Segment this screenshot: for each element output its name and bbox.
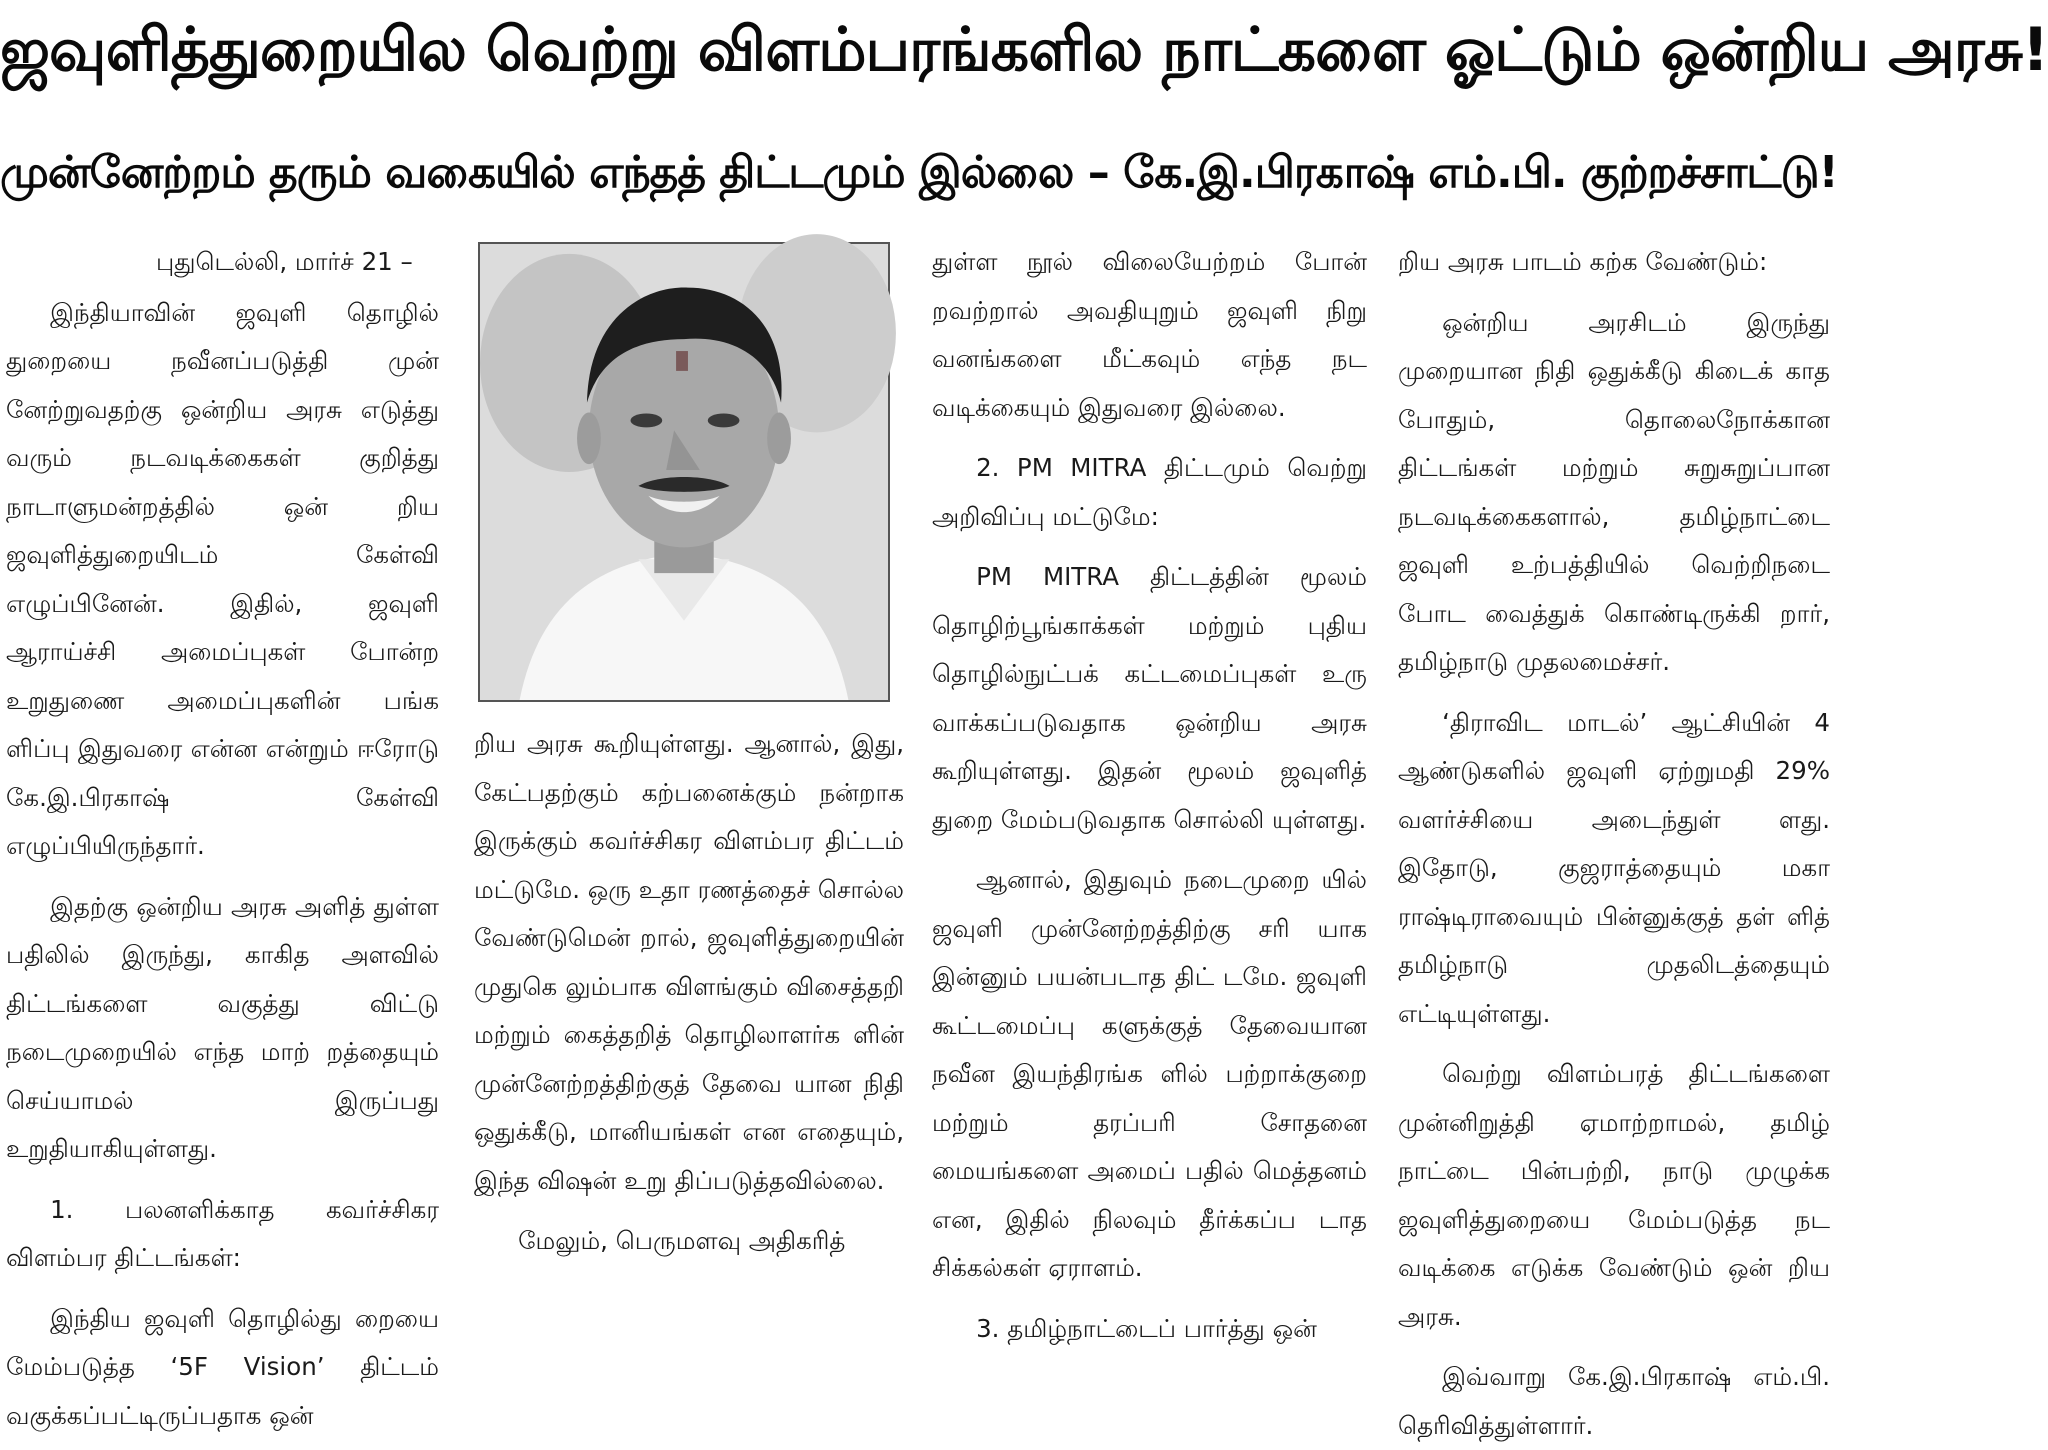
- paragraph: ஒன்றிய அரசிடம் இருந்து முறையான நிதி ஒதுக்கீடு கிடைக் காத போதும், தொலைநோக்கான திட்டங்கள் மற்றும் சுறுசுறுப்பான நடவடிக்கைகளால், தமிழ்நாட்டை ஜவுளி உற்பத்தியில் வெற்றிநடை போட வைத்துக் கொண்டிருக்கி றார், தமிழ்நாடு முதலமைச்சர்.: [1398, 307, 1830, 676]
- dateline: புதுடெல்லி, மார்ச் 21 –: [156, 247, 413, 276]
- paragraph: துள்ள நூல் விலையேற்றம் போன் றவற்றால் அவதியுறும் ஜவுளி நிறு வனங்களை மீட்கவும் எந்த நட வடிக்கையும் இதுவரை இல்லை.: [932, 247, 1367, 422]
- subheadline: முன்னேற்றம் தரும் வகையில் எந்தத் திட்டமும் இல்லை – கே.இ.பிரகாஷ் எம்.பி. குற்றச்சாட்டு!: [0, 147, 1838, 198]
- paragraph: இதற்கு ஒன்றிய அரசு அளித் துள்ள பதிலில் இருந்து, காகித அளவில் திட்டங்களை வகுத்து விட்டு நடைமுறையில் எந்த மாற் றத்தையும் செய்யாமல் இருப்பது உறுதியாகியுள்ளது.: [6, 891, 439, 1163]
- paragraph: ‘திராவிட மாடல்’ ஆட்சியின் 4 ஆண்டுகளில் ஜவுளி ஏற்றுமதி 29% வளர்ச்சியை அடைந்துள் ளது. இதோடு, குஜராத்தையும் மகா ராஷ்டிராவையும் பின்னுக்குத் தள் ளித் தமிழ்நாடு முதலிடத்தையும் எட்டியுள்ளது.: [1398, 707, 1830, 1028]
- paragraph: ஆனால், இதுவும் நடைமுறை யில் ஜவுளி முன்னேற்றத்திற்கு சரி யாக இன்னும் பயன்படாத திட் டமே. ஜவுளி கூட்டமைப்பு களுக்குத் தேவையான நவீன இயந்திரங்க ளில் பற்றாக்குறை மற்றும் தரப்பரி சோதனை மையங்களை அமைப் பதில் மெத்தனம் என, இதில் நிலவும் தீர்க்கப்ப டாத சிக்கல்கள் ஏராளம்.: [932, 865, 1367, 1282]
- paragraph: இந்திய ஜவுளி தொழில்து றையை மேம்படுத்த ‘5F Vision’ திட்டம் வகுக்கப்பட்டிருப்பதாக ஒன்: [6, 1303, 439, 1430]
- paragraph: PM MITRA திட்டத்தின் மூலம் தொழிற்பூங்காக்கள் மற்றும் புதிய தொழில்நுட்பக் கட்டமைப்புகள் உரு வாக்கப்படுவதாக ஒன்றிய அரசு கூறியுள்ளது. இதன் மூலம் ஜவுளித் துறை மேம்படுவதாக சொல்லி யுள்ளது.: [932, 562, 1367, 834]
- paragraph: றிய அரசு கூறியுள்ளது. ஆனால், இது, கேட்பதற்கும் கற்பனைக்கும் நன்றாக இருக்கும் கவர்ச்சிகர விளம்பர திட்டம் மட்டுமே. ஒரு உதா ரணத்தைச் சொல்ல வேண்டுமென் றால், ஜவுளித்துறையின் முதுகெ லும்பாக விளங்கும் விசைத்தறி மற்றும் கைத்தறித் தொழிலாளர்க ளின் முன்னேற்றத்திற்குத் தேவை யான நிதி ஒதுக்கீடு, மானியங்கள் என எதையும், இந்த விஷன் உறு திப்படுத்தவில்லை.: [474, 729, 904, 1195]
- paragraph: றிய அரசு பாடம் கற்க வேண்டும்:: [1398, 247, 1768, 276]
- section-heading: 3. தமிழ்நாட்டைப் பார்த்து ஒன்: [976, 1313, 1317, 1343]
- portrait-illustration: [480, 244, 888, 700]
- paragraph: வெற்று விளம்பரத் திட்டங்களை முன்னிறுத்தி ஏமாற்றாமல், தமிழ் நாட்டை பின்பற்றி, நாடு முழுக்க ஜவுளித்துறையை மேம்படுத்த நட வடிக்கை எடுக்க வேண்டும் ஒன் றிய அரசு.: [1398, 1059, 1830, 1331]
- article-column-1: [6, 238, 439, 1430]
- section-heading: 1. பலனளிக்காத கவர்ச்சிகர விளம்பர திட்டங்கள்:: [6, 1194, 439, 1272]
- section-heading: 2. PM MITRA திட்டமும் வெற்று அறிவிப்பு மட்டுமே:: [932, 453, 1367, 531]
- portrait-photo: [478, 242, 890, 702]
- article-column-4: [1398, 238, 1830, 1440]
- paragraph: இந்தியாவின் ஜவுளி தொழில் துறையை நவீனப்படுத்தி முன் னேற்றுவதற்கு ஒன்றிய அரசு எடுத்து வரும் நடவடிக்கைகள் குறித்து நாடாளுமன்றத்தில் ஒன் றிய ஜவுளித்துறையிடம் கேள்வி எழுப்பினேன். இதில், ஜவுளி ஆராய்ச்சி அமைப்புகள் போன்ற உறுதுணை அமைப்புகளின் பங்க ளிப்பு இதுவரை என்ன என்றும் ஈரோடு கே.இ.பிரகாஷ் கேள்வி எழுப்பியிருந்தார்.: [6, 297, 439, 860]
- paragraph: மேலும், பெருமளவு அதிகரித்: [518, 1226, 846, 1255]
- headline: ஜவுளித்துறையில வெற்று விளம்பரங்களில நாட்களை ஓட்டும் ஒன்றிய அரசு!: [0, 15, 2048, 85]
- byline-closing: இவ்வாறு கே.இ.பிரகாஷ் எம்.பி. தெரிவித்துள்ளார்.: [1398, 1362, 1830, 1440]
- article-column-3: [932, 238, 1367, 1343]
- article-column-2: [474, 720, 904, 1328]
